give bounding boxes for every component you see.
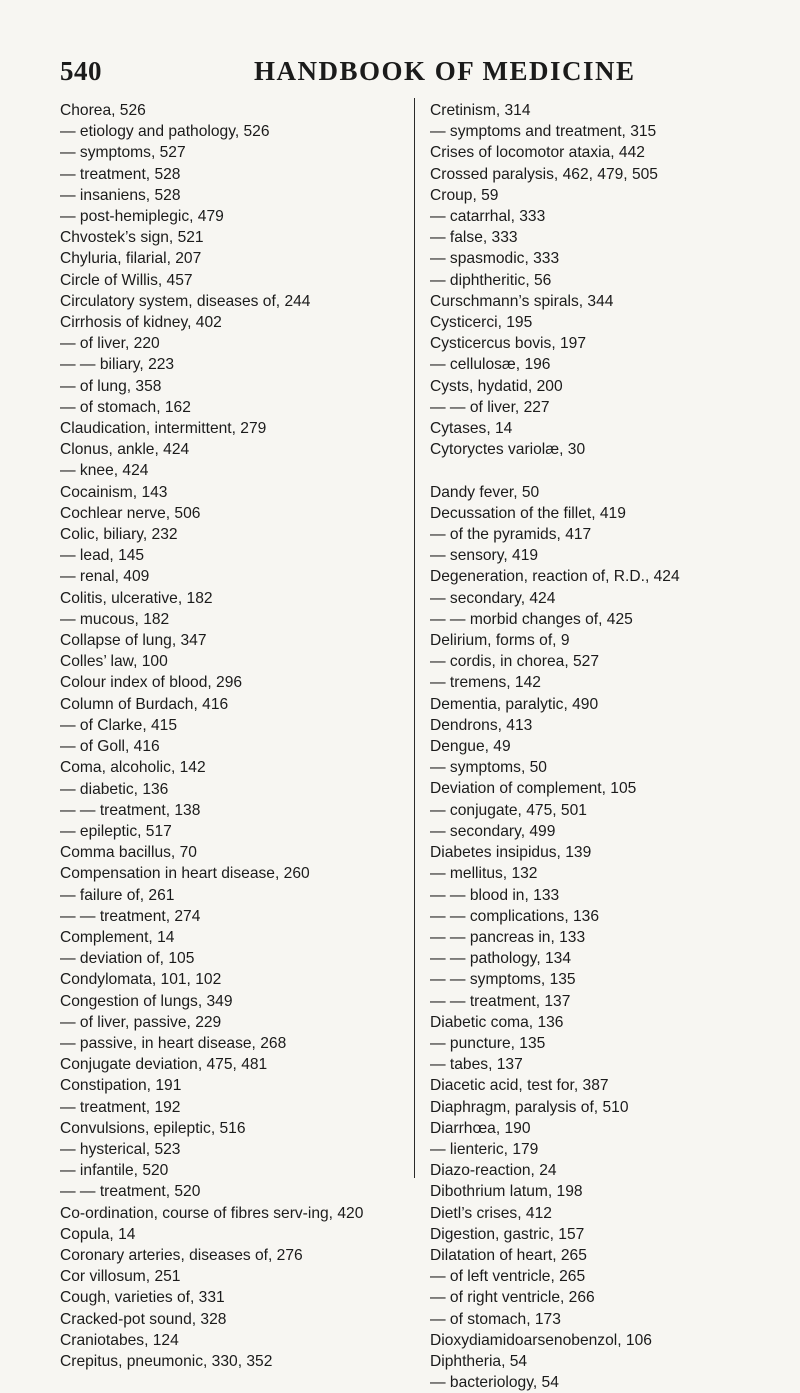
index-entry: Dibothrium latum, 198 (430, 1183, 583, 1201)
index-entry: Co-ordination, course of fibres serv-ing, 420 (60, 1204, 364, 1222)
index-entry: — secondary, 424 (430, 589, 556, 607)
index-entry: Crepitus, pneumonic, 330, 352 (60, 1352, 273, 1370)
index-entry: — — of liver, 227 (430, 398, 550, 416)
index-entry: Coronary arteries, diseases of, 276 (60, 1246, 303, 1264)
index-entry: Croup, 59 (430, 186, 499, 204)
index-entry: — tremens, 142 (430, 674, 541, 692)
index-entry: Cough, varieties of, 331 (60, 1289, 225, 1307)
index-entry: — post-hemiplegic, 479 (60, 208, 224, 226)
index-entry: Curschmann’s spirals, 344 (430, 292, 614, 310)
index-entry: — diabetic, 136 (60, 780, 169, 798)
index-entry: Condylomata, 101, 102 (60, 971, 222, 989)
index-entry: Circle of Willis, 457 (60, 271, 193, 289)
index-entry: — — biliary, 223 (60, 356, 175, 374)
index-entry: Crises of locomotor ataxia, 442 (430, 144, 645, 162)
index-entry: Coma, alcoholic, 142 (60, 759, 206, 777)
index-entry: — — blood in, 133 (430, 886, 560, 904)
index-entry: Diarrhœa, 190 (430, 1119, 531, 1137)
index-entry: Column of Burdach, 416 (60, 695, 229, 713)
index-entry: Cytoryctes variolæ, 30 (430, 441, 586, 459)
index-entry: — of lung, 358 (60, 377, 162, 395)
index-entry: — — treatment, 138 (60, 801, 201, 819)
index-entry: Complement, 14 (60, 928, 175, 946)
index-entry: Circulatory system, diseases of, 244 (60, 292, 311, 310)
index-entry: — of right ventricle, 266 (430, 1289, 595, 1307)
index-entry: — insaniens, 528 (60, 186, 181, 204)
index-entry: Convulsions, epileptic, 516 (60, 1119, 246, 1137)
index-entry: Chvostek’s sign, 521 (60, 229, 204, 247)
index-entry: Crossed paralysis, 462, 479, 505 (430, 165, 658, 183)
index-entry: — of stomach, 173 (430, 1310, 561, 1328)
index-entry: — conjugate, 475, 501 (430, 801, 587, 819)
index-entry: Dietl’s crises, 412 (430, 1204, 552, 1222)
index-entry: — mucous, 182 (60, 610, 170, 628)
index-entry: — treatment, 192 (60, 1098, 181, 1116)
index-entry: — tabes, 137 (430, 1056, 523, 1074)
index-entry: Cracked-pot sound, 328 (60, 1310, 227, 1328)
index-column-right (430, 100, 800, 1393)
index-entry: Craniotabes, 124 (60, 1331, 179, 1349)
index-entry: — symptoms, 50 (430, 759, 547, 777)
index-entry: — of liver, passive, 229 (60, 1013, 222, 1031)
index-entry: — deviation of, 105 (60, 950, 195, 968)
index-entry: Diabetes insipidus, 139 (430, 844, 592, 862)
index-entry: — — pancreas in, 133 (430, 928, 586, 946)
index-entry: Cysticercus bovis, 197 (430, 335, 586, 353)
index-entry: — of stomach, 162 (60, 398, 191, 416)
index-entry: Diazo-reaction, 24 (430, 1162, 557, 1180)
index-entry: — bacteriology, 54 (430, 1374, 559, 1392)
index-entry: Dilatation of heart, 265 (430, 1246, 587, 1264)
index-entry: Cocainism, 143 (60, 483, 168, 501)
index-entry: Chorea, 526 (60, 102, 146, 119)
index-entry: — cellulosæ, 196 (430, 356, 551, 374)
index-entry: Dengue, 49 (430, 738, 511, 756)
index-entry: — symptoms and treatment, 315 (430, 123, 657, 141)
index-entry: Diabetic coma, 136 (430, 1013, 564, 1031)
index-entry: Cochlear nerve, 506 (60, 504, 201, 522)
index-entry: Delirium, forms of, 9 (430, 632, 570, 650)
index-entry: Conjugate deviation, 475, 481 (60, 1056, 268, 1074)
index-entry: — puncture, 135 (430, 1034, 546, 1052)
index-entry: Diaphragm, paralysis of, 510 (430, 1098, 629, 1116)
index-entry: — knee, 424 (60, 462, 149, 480)
column-divider (414, 98, 415, 1178)
index-entry: Cysts, hydatid, 200 (430, 377, 563, 395)
index-entry: — — treatment, 137 (430, 992, 571, 1010)
index-entry: — epileptic, 517 (60, 822, 172, 840)
index-entry: — mellitus, 132 (430, 865, 538, 883)
index-entry: — infantile, 520 (60, 1162, 169, 1180)
index-entry: Deviation of complement, 105 (430, 780, 637, 798)
index-entry: Dandy fever, 50 (430, 483, 540, 501)
index-entry: Dementia, paralytic, 490 (430, 695, 599, 713)
index-entry: — catarrhal, 333 (430, 208, 546, 226)
index-entry: Cretinism, 314 (430, 102, 531, 119)
index-entry: Comma bacillus, 70 (60, 844, 197, 862)
index-entry: Dioxydiamidoarsenobenzol, 106 (430, 1331, 652, 1349)
index-entry: — lead, 145 (60, 547, 145, 565)
section-gap (430, 460, 800, 481)
index-entry: — symptoms, 527 (60, 144, 186, 162)
index-entry: Claudication, intermittent, 279 (60, 420, 267, 438)
index-entry: Colitis, ulcerative, 182 (60, 589, 213, 607)
index-entry: — — complications, 136 (430, 907, 600, 925)
index-entry: Colles’ law, 100 (60, 653, 168, 671)
index-entry: — — symptoms, 135 (430, 971, 576, 989)
index-entry: — of the pyramids, 417 (430, 526, 592, 544)
index-entry: — cordis, in chorea, 527 (430, 653, 600, 671)
index-entry: — lienteric, 179 (430, 1140, 539, 1158)
index-entry: — of liver, 220 (60, 335, 160, 353)
index-entry: — hysterical, 523 (60, 1140, 181, 1158)
index-entry: Digestion, gastric, 157 (430, 1225, 585, 1243)
index-entry: Chyluria, filarial, 207 (60, 250, 202, 268)
index-entry: — spasmodic, 333 (430, 250, 560, 268)
running-title: HANDBOOK OF MEDICINE (254, 56, 636, 86)
index-entry: Degeneration, reaction of, R.D., 424 (430, 568, 680, 586)
index-entry: Cysticerci, 195 (430, 314, 533, 332)
index-entry: Congestion of lungs, 349 (60, 992, 233, 1010)
index-entry: Colour index of blood, 296 (60, 674, 243, 692)
index-entry: Diacetic acid, test for, 387 (430, 1077, 609, 1095)
index-entry: — — treatment, 520 (60, 1183, 201, 1201)
index-entry: Copula, 14 (60, 1225, 136, 1243)
index-entry: Diphtheria, 54 (430, 1352, 528, 1370)
index-entry: — false, 333 (430, 229, 518, 247)
page-header (0, 56, 800, 96)
index-entry: — passive, in heart disease, 268 (60, 1034, 287, 1052)
index-entry: Constipation, 191 (60, 1077, 182, 1095)
index-entry: — diphtheritic, 56 (430, 271, 552, 289)
index-entry: — of Goll, 416 (60, 738, 160, 756)
index-entry: — — pathology, 134 (430, 950, 572, 968)
index-column-left (60, 100, 400, 1372)
index-entry: Dendrons, 413 (430, 716, 533, 734)
index-entry: — failure of, 261 (60, 886, 175, 904)
page-number: 540 (60, 56, 102, 86)
index-entry: Collapse of lung, 347 (60, 632, 207, 650)
index-entry: Cirrhosis of kidney, 402 (60, 314, 222, 332)
index-entry: — treatment, 528 (60, 165, 181, 183)
index-entry: Colic, biliary, 232 (60, 526, 178, 544)
index-entry: — — morbid changes of, 425 (430, 610, 633, 628)
index-entry: Compensation in heart disease, 260 (60, 865, 310, 883)
index-entry: — of Clarke, 415 (60, 716, 178, 734)
index-entry: — — treatment, 274 (60, 907, 201, 925)
index-entry: — of left ventricle, 265 (430, 1268, 586, 1286)
index-entry: Cytases, 14 (430, 420, 513, 438)
index-entry: — renal, 409 (60, 568, 150, 586)
index-entry: Cor villosum, 251 (60, 1268, 181, 1286)
index-entry: Decussation of the fillet, 419 (430, 504, 626, 522)
index-entry: — sensory, 419 (430, 547, 539, 565)
index-entry: Clonus, ankle, 424 (60, 441, 190, 459)
index-entry: — secondary, 499 (430, 822, 556, 840)
index-entry: — etiology and pathology, 526 (60, 123, 270, 141)
